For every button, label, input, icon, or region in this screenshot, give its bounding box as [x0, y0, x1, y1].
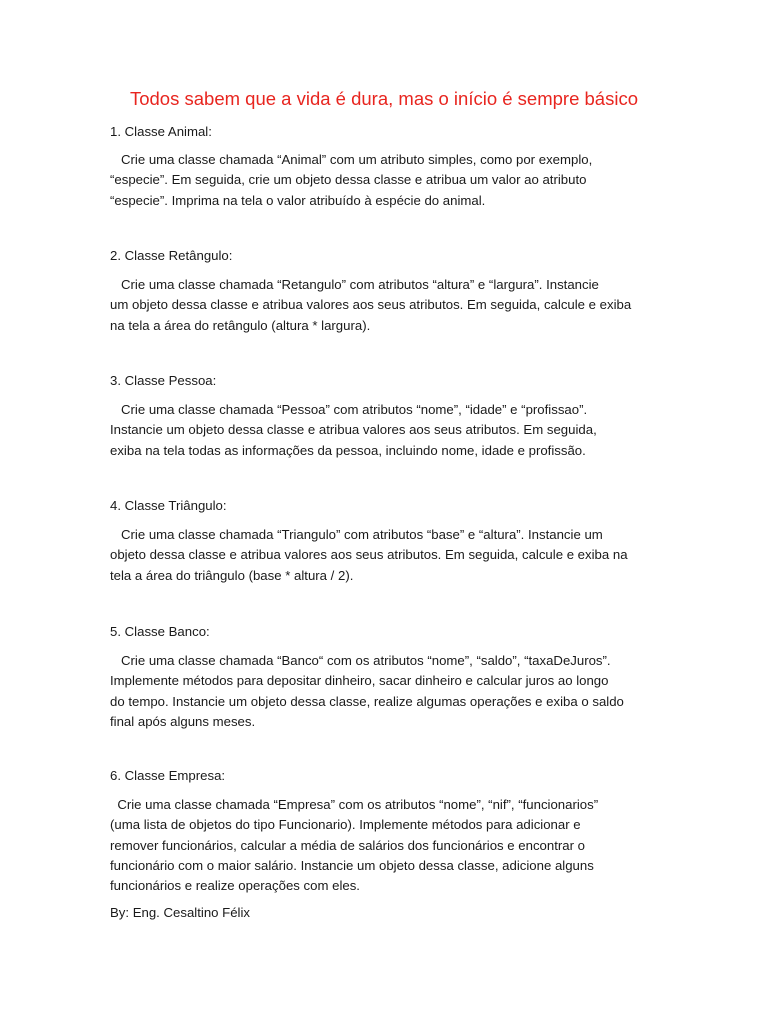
paragraph-line: Crie uma classe chamada “Banco“ com os atributos “nome”, “saldo”, “taxaDeJuros”.	[110, 653, 611, 668]
paragraph-line: “especie”. Imprima na tela o valor atribuído à espécie do animal.	[110, 192, 486, 208]
section-heading-empresa: 6. Classe Empresa:	[110, 768, 226, 783]
section-body-empresa	[110, 795, 670, 896]
section-body-banco	[110, 651, 670, 732]
section-body-animal	[110, 150, 670, 211]
paragraph-line: na tela a área do retângulo (altura * largura).	[110, 317, 371, 333]
paragraph-line: funcionários e realize operações com eles.	[110, 878, 360, 894]
paragraph-line: tela a área do triângulo (base * altura / 2).	[110, 567, 354, 583]
document-title: Todos sabem que a vida é dura, mas o início é sempre básico	[129, 88, 638, 109]
paragraph-line: Crie uma classe chamada “Pessoa” com atributos “nome”, “idade” e “profissao”.	[110, 402, 588, 417]
paragraph-line: Instancie um objeto dessa classe e atribua valores aos seus atributos. Em seguida,	[110, 422, 597, 438]
paragraph-line: Crie uma classe chamada “Triangulo” com atributos “base” e “altura”. Instancie um	[110, 527, 603, 542]
paragraph-line: um objeto dessa classe e atribua valores aos seus atributos. Em seguida, calcule e exiba	[110, 297, 632, 313]
paragraph-line: Crie uma classe chamada “Empresa” com os atributos “nome”, “nif”, “funcionarios”	[110, 797, 599, 812]
section-body-pessoa	[110, 400, 670, 461]
paragraph-line: objeto dessa classe e atribua valores aos seus atributos. Em seguida, calcule e exiba na	[110, 547, 628, 563]
paragraph-line: Implemente métodos para depositar dinheiro, sacar dinheiro e calcular juros ao longo	[110, 673, 609, 689]
paragraph-line: do tempo. Instancie um objeto dessa classe, realize algumas operações e exiba o saldo	[110, 693, 624, 709]
section-heading-retangulo: 2. Classe Retângulo:	[110, 248, 233, 263]
paragraph-line: funcionário com o maior salário. Instancie um objeto dessa classe, adicione alguns	[110, 857, 594, 873]
paragraph-line: exiba na tela todas as informações da pessoa, incluindo nome, idade e profissão.	[110, 442, 586, 458]
section-heading-banco: 5. Classe Banco:	[110, 624, 210, 639]
author-signature: By: Eng. Cesaltino Félix	[110, 905, 250, 920]
section-heading-pessoa: 3. Classe Pessoa:	[110, 373, 217, 388]
paragraph-line: Crie uma classe chamada “Animal” com um atributo simples, como por exemplo,	[110, 152, 593, 167]
section-body-retangulo	[110, 275, 670, 336]
paragraph-line: Crie uma classe chamada “Retangulo” com atributos “altura” e “largura”. Instancie	[110, 277, 599, 292]
section-heading-animal: 1. Classe Animal:	[110, 124, 212, 139]
paragraph-line: “especie”. Em seguida, crie um objeto dessa classe e atribua um valor ao atributo	[110, 172, 587, 188]
section-body-triangulo	[110, 525, 670, 586]
paragraph-line: final após alguns meses.	[110, 713, 256, 729]
paragraph-line: remover funcionários, calcular a média de salários dos funcionários e encontrar o	[110, 837, 585, 853]
paragraph-line: (uma lista de objetos do tipo Funcionario). Implemente métodos para adicionar e	[110, 817, 581, 833]
section-heading-triangulo: 4. Classe Triângulo:	[110, 498, 227, 513]
